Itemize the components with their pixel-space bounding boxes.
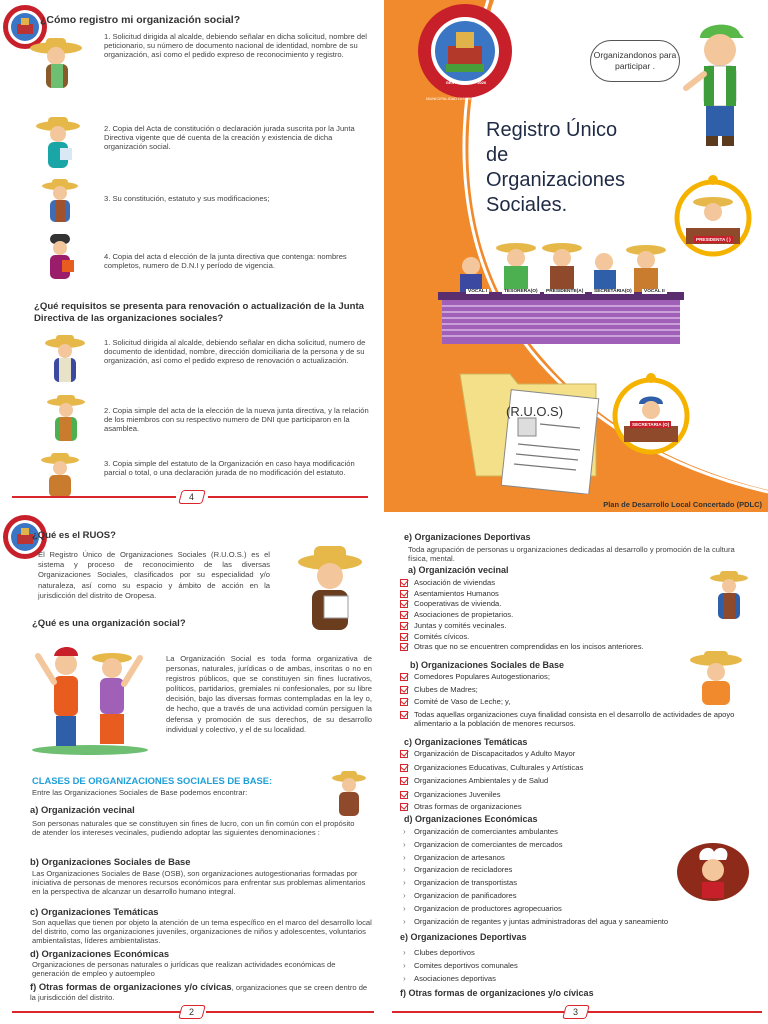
farmer-figure-icon [42, 392, 90, 450]
page-number: 3 [562, 1005, 590, 1019]
chevron-right-icon: › [403, 865, 406, 875]
step-1 [0, 28, 384, 88]
subsection-f-text: , organizaciones que se creen dentro de la jurisdicción del distrito. [30, 983, 368, 1002]
renewal-step-1 [0, 330, 384, 390]
section-title-ruos: ¿Qué es el RUOS? [32, 530, 116, 541]
farmer-figure-icon [328, 768, 370, 820]
list-item: Clubes de Madres; [400, 685, 756, 696]
osb-title: b) Organizaciones Sociales de Base [410, 660, 565, 670]
list-item: Otras que no se encuentren comprendidas en los incisos anteriores. [400, 642, 740, 653]
list-item: › Organizacion de recicladores [400, 864, 750, 877]
list-item: › Comites deportivos comunales [403, 961, 518, 970]
deportivas2-title: e) Organizaciones Deportivas [400, 932, 527, 942]
deportivas-list [400, 946, 740, 985]
speech-bubble: Organizandonos para participar . [590, 40, 680, 82]
cover-footer: Plan de Desarrollo Local Concertado (PDLC) [603, 500, 762, 509]
footer-line [208, 496, 368, 498]
secretaria-label: SECRETARIA (O) [632, 422, 670, 427]
check-icon [400, 643, 408, 651]
page-2 [0, 512, 384, 1024]
seal-subtext: GESTIÓN 2023 - 2026 [445, 80, 487, 85]
check-icon [400, 764, 408, 772]
check-icon [400, 600, 408, 608]
chef-figure-icon [676, 842, 750, 902]
check-icon [400, 777, 408, 785]
list-item: Todas aquellas organizaciones cuya finalidad consista en el desarrollo de actividades de apoyo alimentario a la población de menores recursos. [400, 710, 756, 728]
woman-reading-figure-icon [290, 540, 372, 636]
tematicas-title: c) Organizaciones Temáticas [404, 737, 528, 747]
chevron-right-icon: › [403, 961, 406, 970]
title-line: de [486, 144, 509, 166]
list-item: › Asociaciones deportivas [403, 974, 496, 983]
chevron-right-icon: › [403, 903, 406, 913]
subsection-a-text: Son personas naturales que se constituyen sin fines de lucro, con un fin común con el propósito de atender los intereses vecinales, pudiendo adoptar las siguientes denominaciones : [32, 819, 355, 838]
list-item: › Organización de regantes y juntas administradoras del agua y saneamiento [400, 916, 750, 929]
renewal-step-2 [0, 392, 384, 452]
list-item: Organizaciones Ambientales y de Salud [400, 776, 740, 787]
subsection-f-title: f) Otras formas de organizaciones y/o cívicas [30, 981, 232, 992]
list-item: › Organizacion de comerciantes de mercados [400, 839, 750, 852]
check-icon [400, 803, 408, 811]
otras-formas-title: f) Otras formas de organizaciones y/o cívicas [400, 988, 594, 998]
chevron-right-icon: › [403, 878, 406, 888]
check-icon [400, 622, 408, 630]
seal-text: MUNICIPALIDAD DISTRITAL DE OROPESA [426, 96, 506, 101]
step-text: 1. Solicitud dirigida al alcalde, debiendo señalar en dicha solicitud, nombre del peticionario, su número de documento nacional de identidad, nombre de su organización, así como el pedido expreso de reconocimiento y registro. [104, 32, 367, 60]
list-item: Otras formas de organizaciones [400, 802, 740, 813]
list-item: › Organizacion de productores agropecuarios [400, 903, 750, 916]
farmer-figure-icon [38, 176, 82, 228]
tematicas-list [400, 749, 740, 813]
chevron-right-icon: › [403, 852, 406, 862]
ruos-paragraph: El Registro Único de Organizaciones Sociales (R.U.O.S.) es el sistema y proceso de reconocimiento de las diversas Organizaciones Sociales, clasificados por su especialidad y/o naturaleza, así como su espacio y ámbito de acción en la jurisdicción del distrito de Oropesa. [38, 550, 270, 600]
step-2 [0, 108, 384, 168]
list-item: Organización de Discapacitados y Adulto Mayor [400, 749, 740, 760]
folder-label: (R.U.O.S) [506, 404, 564, 419]
boy-mascot-icon [680, 14, 762, 156]
table-label: VOCAL II [644, 289, 665, 294]
list-item: › Organización de comerciantes ambulantes [400, 826, 750, 839]
chevron-right-icon: › [403, 839, 406, 849]
check-icon [400, 750, 408, 758]
list-item: › Organizacion de panificadores [400, 890, 750, 903]
footer-line [206, 1011, 374, 1013]
chevron-right-icon: › [403, 827, 406, 836]
check-icon [400, 698, 408, 706]
title-line: Sociales. [486, 194, 568, 216]
chevron-right-icon: › [403, 916, 406, 926]
list-item: › Clubes deportivos [403, 948, 475, 957]
check-icon [400, 711, 408, 719]
table-label: VOCAL I [468, 289, 488, 294]
step-text: 4. Copia del acta d elección de la junta directiva que contenga: nombres completos, numero de D.N.I y período de vigencia. [104, 252, 347, 271]
list-item: › Organizacion de transportistas [400, 877, 750, 890]
farmer-figure-icon [40, 332, 90, 390]
chevron-right-icon: › [403, 974, 406, 983]
check-icon [400, 579, 408, 587]
list-item: Asociación de viviendas [400, 578, 740, 589]
farmer-figure-icon [26, 32, 90, 96]
cover-page [384, 0, 768, 512]
presidenta-label: PRESIDENTA ( ) [696, 237, 731, 242]
footer-line [588, 1011, 762, 1013]
subsection-d-title: d) Organizaciones Económicas [30, 948, 170, 959]
page-number: 2 [178, 1005, 206, 1019]
economicas-title: d) Organizaciones Económicas [404, 814, 538, 824]
footer-line [12, 496, 176, 498]
municipal-seal-icon [416, 2, 514, 100]
farmer-figure-icon [706, 568, 752, 624]
deportivas-text: Toda agrupación de personas u organizaciones dedicadas al desarrollo y promoción de la cultura física, mental. [408, 545, 735, 564]
deportivas-title: e) Organizaciones Deportivas [404, 532, 531, 542]
title-line: Registro Único [486, 119, 618, 141]
check-icon [400, 686, 408, 694]
couple-waving-figure-icon [28, 638, 154, 756]
list-item: Organizaciones Juveniles [400, 790, 740, 801]
table-label: SECRETARIA(O) [594, 289, 632, 294]
subsection-f [30, 982, 370, 1002]
table-label: TESORERA(O) [504, 289, 538, 294]
list-item: Organizaciones Educativas, Culturales y Artísticas [400, 763, 740, 774]
step-text: 3. Copia simple del estatuto de la Organización en caso haya modificación parcial o total, o una declaración jurada de no modificación del estatuto. [104, 459, 355, 478]
list-item: Comité de Vaso de Leche; y, [400, 697, 756, 708]
secretaria-circle-icon [612, 370, 690, 456]
footer-line [392, 1011, 564, 1013]
check-icon [400, 633, 408, 641]
list-item: Cooperativas de vivienda. [400, 599, 740, 610]
section-title-renovacion: ¿Qué requisitos se presenta para renovación o actualización de la Junta Directiva de las organizaciones sociales? [34, 301, 365, 324]
step-text: 1. Solicitud dirigida al alcalde, debiendo señalar en dicha solicitud, numero de documento de identidad, nombre, dirección domiciliaria de la persona y de su organización, así como el pedido expreso de renovación o actualización. [104, 338, 366, 366]
check-icon [400, 611, 408, 619]
step-text: 2. Copia simple del acta de la elección de la nueva junta directiva, y la relación de los miembros con su respectivo numero de DNI que participaron en la asamblea. [104, 406, 369, 434]
subsection-b-text: Las Organizaciones Sociales de Base (OSB), son organizaciones autogestionarias formadas por iniciativa de personas de menores recursos económicos para enfrentar sus problemas alimentarios en la perspectiva de alcanzar un desarrollo humano integral. [32, 869, 366, 897]
subsection-a-title: a) Organización vecinal [30, 804, 135, 815]
folder-document-icon [440, 364, 616, 494]
section-title-registro: ¿Cómo registro mi organización social? [40, 14, 241, 26]
check-icon [400, 673, 408, 681]
subsection-c-title: c) Organizaciones Temáticas [30, 906, 159, 917]
list-item: Comedores Populares Autogestionarios; [400, 672, 756, 683]
woman-figure-icon [40, 232, 80, 290]
subsection-b-title: b) Organizaciones Sociales de Base [30, 856, 191, 867]
vecinal-list [400, 578, 740, 653]
page-number: 4 [178, 490, 206, 504]
woman-figure-icon [686, 648, 748, 708]
subsection-c-text: Son aquellas que tienen por objeto la atención de un tema específico en el marco del desarrollo local del distrito, como las organizaciones juveniles, organizaciones de niños y adolescentes, voluntarios ambientalistas, líderes ambientalistas. [32, 918, 372, 946]
check-icon [400, 590, 408, 598]
title-line: Organizaciones [486, 169, 625, 191]
step-3 [0, 174, 384, 234]
step-text: 3. Su constitución, estatuto y sus modificaciones; [104, 194, 270, 203]
chevron-right-icon: › [403, 890, 406, 900]
cover-title [486, 118, 676, 218]
page-4 [0, 0, 384, 512]
footer-line [12, 1011, 182, 1013]
chevron-right-icon: › [403, 948, 406, 957]
list-item: Asentamientos Humanos [400, 589, 740, 600]
list-item: Juntas y comités vecinales. [400, 621, 740, 632]
list-item: Asociaciones de propietarios. [400, 610, 740, 621]
page-3 [384, 512, 768, 1024]
list-item: Comités cívicos. [400, 632, 740, 643]
subsection-d-text: Organizaciones de personas naturales o jurídicas que realizan actividades económicas de generación de empleo y autoempleo [32, 960, 336, 979]
step-text: 2. Copia del Acta de constitución o declaración jurada suscrita por la Junta Directiva vigente que dé cuenta de la creación y existencia de dicha organización social. [104, 124, 355, 152]
farmer-figure-icon [36, 450, 84, 498]
woman-figure-icon [30, 112, 86, 176]
check-icon [400, 791, 408, 799]
section-title-organizacion: ¿Qué es una organización social? [32, 618, 186, 629]
clases-title: CLASES DE ORGANIZACIONES SOCIALES DE BASE: [32, 775, 273, 786]
table-label: PRESIDENTE(A) [546, 289, 584, 294]
clases-intro: Entre las Organizaciones Sociales de Base podemos encontrar: [32, 788, 248, 797]
step-4 [0, 232, 384, 292]
vecinal-title: a) Organización vecinal [408, 565, 509, 575]
organizacion-paragraph: La Organización Social es toda forma organizativa de personas, naturales, jurídicas o de ambas, inscritas o no en registros públicos, que se constituyen sin fines lucrativos, políticos, partidarios, gremiales ni confesionales, por su libre decisión, bajo las diversas formas contempladas en la ley o, de hecho, que a través de una actividad común persiguen la defensa y promoción de sus derechos, de su desarrollo individual y colectivo, y el de su localidad. [166, 654, 372, 734]
list-item: › Organizacion de artesanos [400, 852, 750, 865]
